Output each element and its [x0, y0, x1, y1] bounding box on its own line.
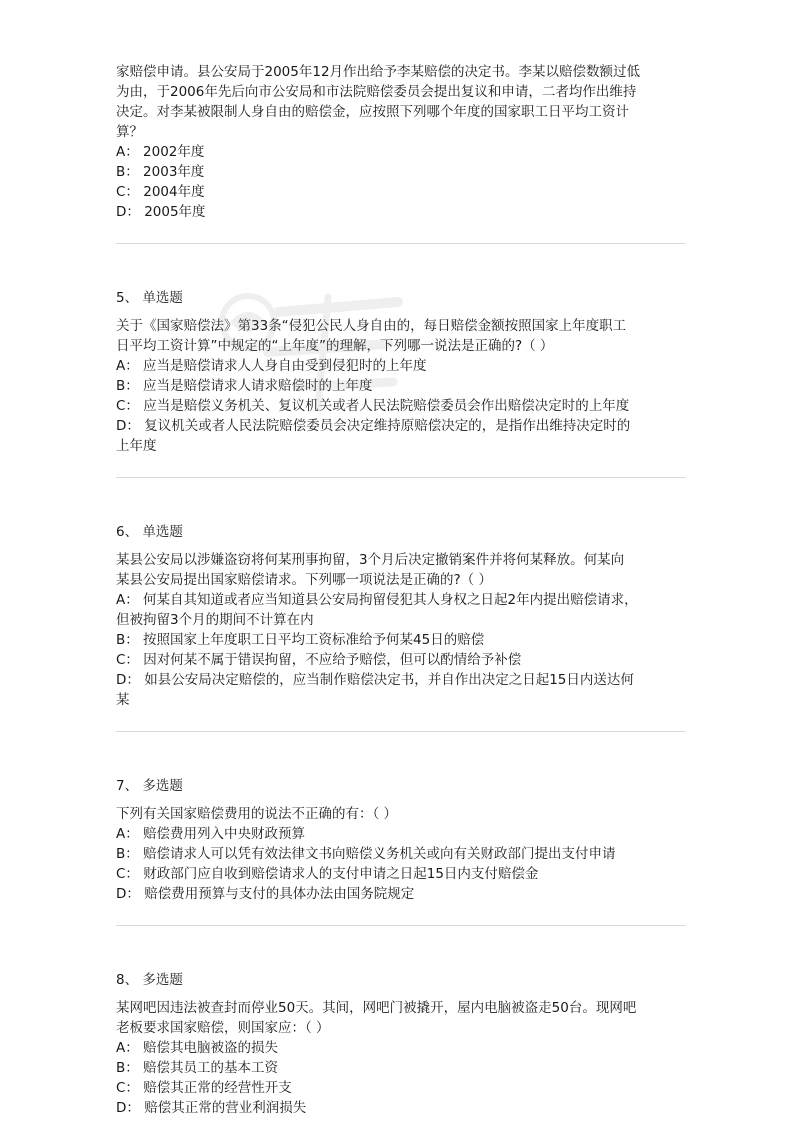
stem-line: 下列有关国家赔偿费用的说法不正确的有：（ ）	[116, 806, 398, 822]
option-letter: B：	[116, 164, 139, 180]
option-c	[116, 650, 686, 670]
stem-line: 决定。对李某被限制人身自由的赔偿金，应按照下列哪个年度的国家职工日平均工资计	[116, 104, 629, 120]
option-b	[116, 162, 686, 182]
option-text: 按照国家上年度职工日平均工资标准给予何某45日的赔偿	[138, 632, 485, 648]
option-c	[116, 396, 686, 416]
question-header	[116, 522, 686, 542]
option-letter: A：	[116, 144, 139, 160]
stem-line: 日平均工资计算”中规定的“上年度”的理解，下列哪一说法是正确的?（ ）	[116, 338, 554, 354]
option-text: 因对何某不属于错误拘留，不应给予赔偿，但可以酌情给予补偿	[138, 652, 522, 668]
option-b	[116, 630, 686, 650]
option-text: 应当是赔偿义务机关、复议机关或者人民法院赔偿委员会作出赔偿决定时的上年度	[138, 398, 630, 414]
question-4-stem	[116, 62, 686, 142]
option-text: 赔偿请求人可以凭有效法律文书向赔偿义务机关或向有关财政部门提出支付申请	[138, 846, 616, 862]
stem-line: 为由，于2006年先后向市公安局和市法院赔偿委员会提出复议和申请，二者均作出维持	[116, 84, 637, 100]
option-d	[116, 884, 686, 904]
option-letter: D：	[116, 672, 140, 688]
stem-line: 算？	[116, 124, 143, 140]
option-a	[116, 1038, 686, 1058]
option-text: 应当是赔偿请求人人身自由受到侵犯时的上年度	[138, 358, 427, 374]
question-type: 单选题	[142, 524, 183, 540]
option-text: 2002年度	[138, 144, 205, 160]
question-4-options	[116, 142, 686, 222]
option-text: 2005年度	[139, 204, 206, 220]
question-number: 8、	[116, 972, 139, 988]
option-text: 赔偿其电脑被盗的损失	[138, 1040, 279, 1056]
option-letter: B：	[116, 378, 139, 394]
option-b	[116, 1058, 686, 1078]
option-letter: D：	[116, 204, 140, 220]
option-a	[116, 590, 686, 610]
option-letter: B：	[116, 632, 139, 648]
question-number: 7、	[116, 778, 139, 794]
question-type: 多选题	[142, 778, 183, 794]
option-text: 如县公安局决定赔偿的，应当制作赔偿决定书，并自作出决定之日起15日内送达何	[139, 672, 634, 688]
option-letter: D：	[116, 886, 140, 902]
option-text: 何某自其知道或者应当知道县公安局拘留侵犯其人身权之日起2年内提出赔偿请求，	[138, 592, 638, 608]
option-b	[116, 376, 686, 396]
question-number: 6、	[116, 524, 139, 540]
option-text: 赔偿费用预算与支付的具体办法由国务院规定	[139, 886, 415, 902]
option-letter: C：	[116, 184, 139, 200]
option-text: 复议机关或者人民法院赔偿委员会决定维持原赔偿决定的，是指作出维持决定时的	[139, 418, 631, 434]
question-number: 5、	[116, 290, 139, 306]
option-c	[116, 864, 686, 884]
option-letter: D：	[116, 1100, 140, 1116]
option-letter: B：	[116, 846, 139, 862]
option-letter: C：	[116, 866, 139, 882]
option-text: 2003年度	[138, 164, 205, 180]
option-letter: C：	[116, 398, 139, 414]
option-letter: A：	[116, 1040, 139, 1056]
option-b	[116, 844, 686, 864]
stem-line: 老板要求国家赔偿，则国家应：（ ）	[116, 1020, 330, 1036]
option-letter: A：	[116, 826, 139, 842]
option-d	[116, 416, 686, 436]
question-6	[116, 522, 686, 710]
option-a	[116, 142, 686, 162]
stem-line: 某县公安局以涉嫌盗窃将何某刑事拘留，3个月后决定撤销案件并将何某释放。何某向	[116, 552, 625, 568]
option-a	[116, 356, 686, 376]
question-7	[116, 776, 686, 904]
question-8	[116, 970, 686, 1118]
question-header	[116, 776, 686, 796]
option-c	[116, 1078, 686, 1098]
option-a	[116, 824, 686, 844]
option-letter: A：	[116, 592, 139, 608]
option-text: 财政部门应自收到赔偿请求人的支付申请之日起15日内支付赔偿金	[138, 866, 539, 882]
question-type: 多选题	[142, 972, 183, 988]
question-5	[116, 288, 686, 456]
document-page	[116, 62, 686, 1118]
option-letter: C：	[116, 652, 139, 668]
option-letter: C：	[116, 1080, 139, 1096]
option-c	[116, 182, 686, 202]
option-letter: D：	[116, 418, 140, 434]
option-d-continued: 某	[116, 692, 130, 708]
question-type: 单选题	[142, 290, 183, 306]
question-header	[116, 288, 686, 308]
question-header	[116, 970, 686, 990]
stem-line: 某网吧因违法被查封而停业50天。其间，网吧门被撬开，屋内电脑被盗走50台。现网吧	[116, 1000, 637, 1016]
option-d	[116, 1098, 686, 1118]
stem-line: 家赔偿申请。县公安局于2005年12月作出给予李某赔偿的决定书。李某以赔偿数额过低	[116, 64, 641, 80]
option-text: 赔偿费用列入中央财政预算	[138, 826, 306, 842]
option-d	[116, 670, 686, 690]
option-d	[116, 202, 686, 222]
option-text: 赔偿其正常的经营性开支	[138, 1080, 292, 1096]
stem-line: 关于《国家赔偿法》第33条“侵犯公民人身自由的，每日赔偿金额按照国家上年度职工	[116, 318, 627, 334]
option-text: 赔偿其正常的营业利润损失	[139, 1100, 307, 1116]
option-text: 应当是赔偿请求人请求赔偿时的上年度	[138, 378, 373, 394]
option-text: 赔偿其员工的基本工资	[138, 1060, 279, 1076]
option-text: 2004年度	[138, 184, 205, 200]
option-letter: B：	[116, 1060, 139, 1076]
option-letter: A：	[116, 358, 139, 374]
stem-line: 某县公安局提出国家赔偿请求。下列哪一项说法是正确的?（ ）	[116, 572, 492, 588]
option-a-continued: 但被拘留3个月的期间不计算在内	[116, 612, 314, 628]
option-d-continued: 上年度	[116, 438, 157, 454]
